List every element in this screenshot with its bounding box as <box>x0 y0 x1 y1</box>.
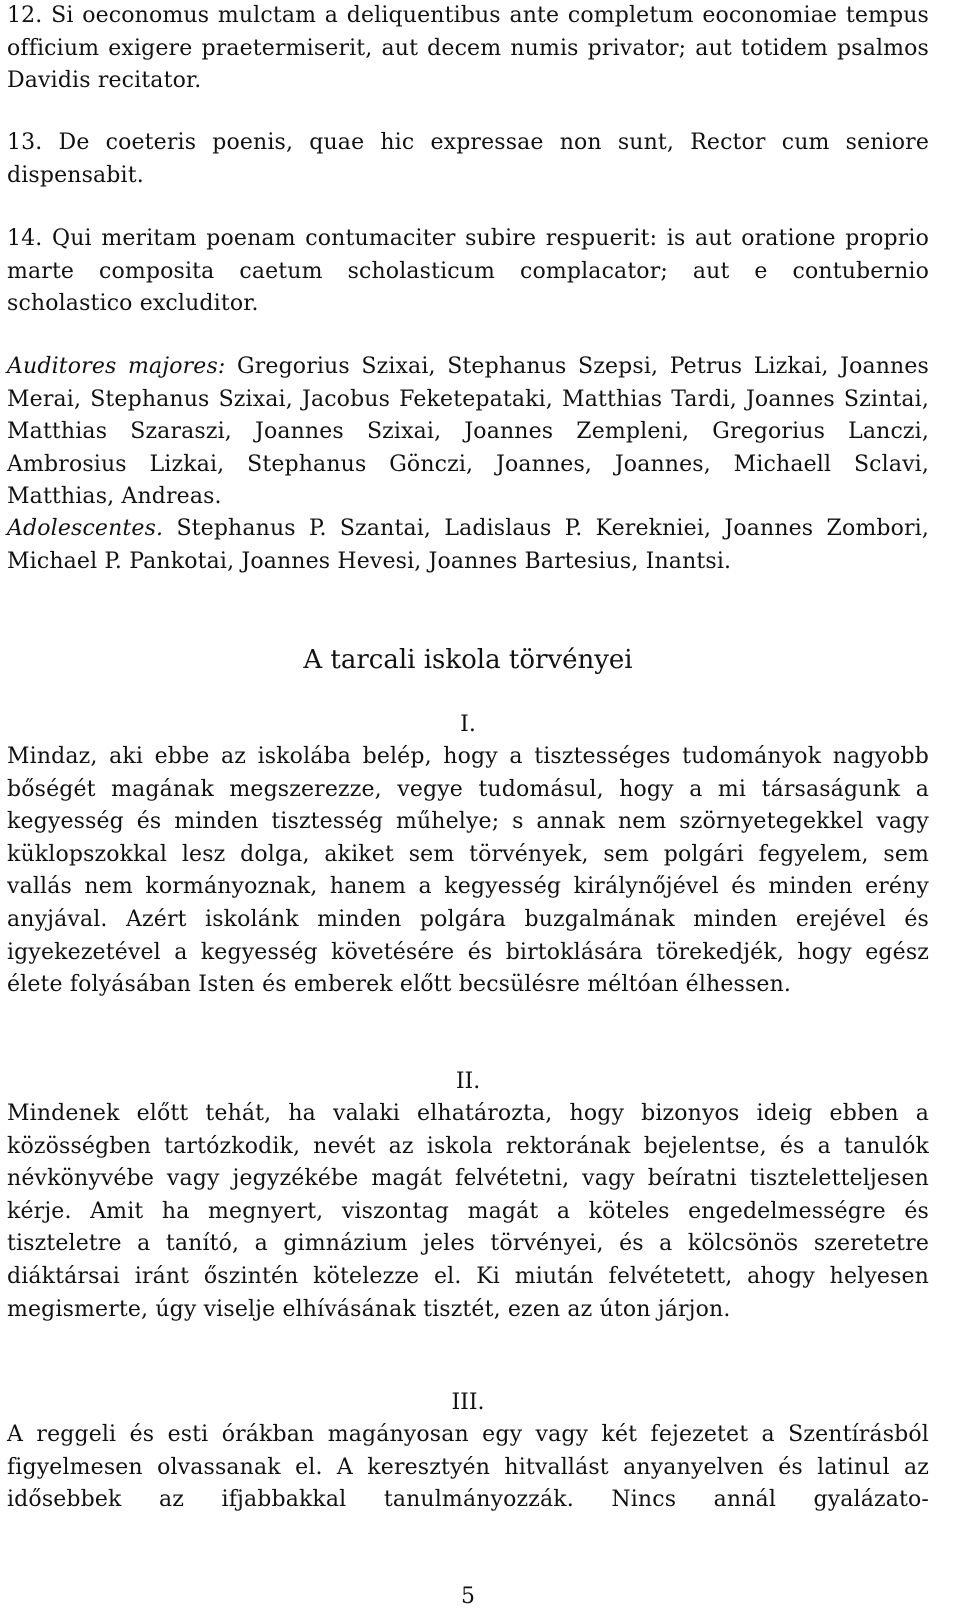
auditores-majores-names: Gregorius Szixai, Stephanus Szepsi, Petrus Lizkai, Joannes Merai, Stephanus Szixai, Jacobus Feketepataki, Matthias Tardi, Joannes Szintai, Matthias Szaraszi, Joannes Szixai, Joannes Zempleni, Gregorius Lanczi, Ambrosius Lizkai, Stephanus Gönczi, Joannes, Joannes, Michaell Sclavi, Matthias, Andreas. <box>7 354 929 510</box>
auditores-majores-paragraph <box>7 351 929 514</box>
latin-rule-14: 14. Qui meritam poenam contumaciter subire respuerit: is aut oratione proprio marte composita caetum scholasticum complacator; aut e contubernio scholastico excluditor. <box>7 226 929 317</box>
latin-rule-13: 13. De coeteris poenis, quae hic expressae non sunt, Rector cum seniore dispensabit. <box>7 130 929 188</box>
section-numeral-2: II. <box>455 1069 481 1094</box>
latin-rule-12: 12. Si oeconomus mulctam a deliquentibus ante completum eoconomiae tempus officium exigere praetermiserit, aut decem numis privator; aut totidem psalmos Davidis recitator. <box>7 3 929 94</box>
adolescentes-names: Stephanus P. Szantai, Ladislaus P. Kerekniei, Joannes Zombori, Michael P. Pankotai, Joannes Hevesi, Joannes Bartesius, Inantsi. <box>7 516 929 574</box>
adolescentes-label: Adolescentes. <box>7 516 164 541</box>
auditores-majores-label: Auditores majores: <box>7 354 226 379</box>
section-numeral-1: I. <box>460 712 476 737</box>
section-numeral-3: III. <box>451 1390 485 1415</box>
adolescentes-paragraph <box>7 513 929 578</box>
section-text-3: A reggeli és esti órákban magányosan egy vagy két fejezetet a Szentírásból figyelmesen olvassanak el. A keresztyén hitvallást anyanyelven és latinul az idősebbek az ifjabbakkal tanulmányozzák. Nincs annál gyalázato- <box>7 1422 929 1513</box>
page-number: 5 <box>461 1584 475 1609</box>
section-text-2: Mindenek előtt tehát, ha valaki elhatározta, hogy bizonyos ideig ebben a közösségben tartózkodik, nevét az iskola rektorának bejelentse, és a tanulók névkönyvébe vagy jegyzékébe magát felvétetni, vagy beíratni tiszteletteljesen kérje. Amit ha megnyert, viszontag magát a köteles engedelmességre és tiszteletre a tanító, a gimnázium jeles törvényei, és a kölcsönös szeretetre diáktársai iránt őszintén kötelezze el. Ki miután felvétetett, ahogy helyesen megismerte, úgy viselje elhívásának tisztét, ezen az úton járjon. <box>7 1101 929 1322</box>
section-text-1: Mindaz, aki ebbe az iskolába belép, hogy a tisztességes tudományok nagyobb bőségét magának megszerezze, vegye tudomásul, hogy a mi társaságunk a kegyesség és minden tisztesség műhelye; s annak nem szörnyetegekkel vagy küklopszokkal lesz dolga, akiket sem törvények, sem polgári fegyelem, sem vallás nem kormányoznak, hanem a kegyesség királynőjével és minden erény anyjával. Azért iskolánk minden polgára buzgalmának minden erejével és igyekezetével a kegyesség követésére és birtoklására törekedjék, hogy egész élete folyásában Isten és emberek előtt becsülésre méltóan élhessen. <box>7 744 929 998</box>
section-heading: A tarcali iskola törvényei <box>303 645 633 675</box>
